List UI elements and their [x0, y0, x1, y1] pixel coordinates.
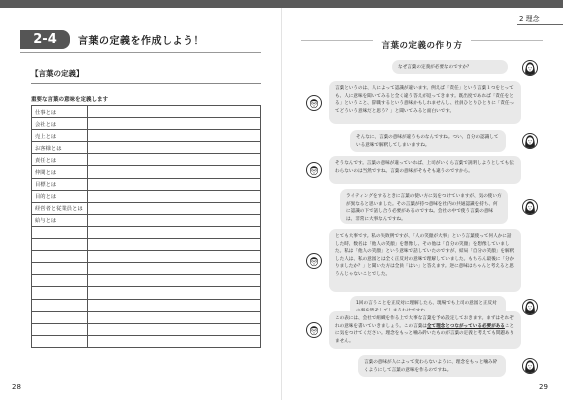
section-rule [20, 52, 261, 53]
table-row [32, 166, 261, 178]
term-cell: 売上とは [32, 130, 88, 142]
definition-cell [88, 299, 261, 311]
definition-cell [88, 239, 261, 251]
table-row [32, 263, 261, 275]
table-row [32, 214, 261, 226]
definition-box-rule [31, 83, 261, 84]
term-cell [32, 287, 88, 299]
table-row [32, 323, 261, 335]
definition-table [31, 105, 261, 348]
dialogue-title: 言葉の定義の作り方 [373, 39, 470, 51]
table-row [32, 142, 261, 154]
title-wrap [301, 33, 543, 52]
table-caption: 重要な言葉の意味を定義します [31, 97, 109, 103]
term-cell [32, 263, 88, 275]
man-avatar-icon [306, 95, 322, 111]
definition-cell [88, 106, 261, 118]
woman-avatar-icon [522, 60, 538, 76]
answer-bubble: とても大事です。私の失敗例ですが、「人の笑顔が大事」という言葉使って何人かに話した時、数名は「他人の笑顔」を想像し、その他は「自分の笑顔」を想像していました。私は「他人の笑顔」という意味で話していたのですが、結局「自分の笑顔」を解釈した人は、私の意図とは全く正反対の意味で理解していました。もちろん最後に「分かりましたか？」と聞いた方は全員「はい」と答えます。逆に意味はちゃんと考えると思うんじゃないことでした。 [329, 229, 521, 292]
table-row [32, 106, 261, 118]
term-cell: 給与とは [32, 214, 88, 226]
table-row [32, 335, 261, 347]
definition-cell [88, 263, 261, 275]
chapter-label: 2 理念 [519, 15, 540, 23]
woman-avatar-icon [522, 299, 538, 315]
definition-cell [88, 226, 261, 238]
table-row [32, 275, 261, 287]
term-cell: 経営者と従業員とは [32, 202, 88, 214]
bubble-emphasis: 全て理念とつながっている必要がある [426, 323, 505, 329]
table-row [32, 299, 261, 311]
term-cell [32, 323, 88, 335]
question-bubble: 1回の言うことを正反対に理解したら、現場でも上司の意図と正反対 [350, 296, 506, 317]
bubble-text: ことに気をつけてください。理念をもっと噛み砕いたものが言葉の定義と考えても問題ありません。 [335, 323, 515, 344]
term-cell [32, 311, 88, 323]
page-gutter [281, 8, 282, 400]
definition-box-label: 【言葉の定義】 [31, 69, 84, 78]
term-cell: 仕事とは [32, 106, 88, 118]
term-cell [32, 335, 88, 347]
man-avatar-icon [306, 322, 322, 338]
table-row [32, 202, 261, 214]
question-bubble: なぜ言葉の定義が必要なのですか？ [392, 60, 508, 74]
definition-cell [88, 251, 261, 263]
table-row [32, 287, 261, 299]
definition-cell [88, 335, 261, 347]
definition-cell [88, 202, 261, 214]
term-cell: お客様とは [32, 142, 88, 154]
man-avatar-icon [306, 253, 322, 269]
definition-cell [88, 287, 261, 299]
answer-bubble: 言葉というのは、人によって認識が違います。例えば「責任」という言葉１つをとっても、人に意味を聞いてみると全く違う答えが返ってきます。既出度であれば「責任をとる」ということ、辞職するという意味かもしれませんし、社員ひとりひとりに「責任ってどういう意味だと思う？」と聞いてみると面白いです。 [329, 81, 521, 124]
term-cell: 仲間とは [32, 166, 88, 178]
man-avatar-icon [306, 162, 322, 178]
page-number-left: 28 [12, 383, 21, 391]
definition-cell [88, 190, 261, 202]
table-row [32, 130, 261, 142]
section-title: 言葉の定義を作成しよう！ [78, 36, 204, 47]
term-cell [32, 239, 88, 251]
definition-cell [88, 118, 261, 130]
term-cell [32, 251, 88, 263]
definition-cell [88, 130, 261, 142]
definition-cell [88, 142, 261, 154]
term-cell: 目標とは [32, 178, 88, 190]
definition-cell [88, 178, 261, 190]
term-cell: 会社とは [32, 118, 88, 130]
table-row [32, 226, 261, 238]
woman-avatar-icon [522, 358, 538, 374]
definition-cell [88, 275, 261, 287]
table-row [32, 178, 261, 190]
question-bubble: 言葉の意味が人によって変わらないように、理念をもっと噛み砕くようにして言葉の意味を作るのですね。 [358, 355, 506, 377]
bubble-text: この表には、会社で組織を作る上で大事な言葉を予め設定しておきます。まずはそれぞれの意味を書いていきましょう。この言葉は [335, 316, 514, 329]
question-bubble: そんなに、言葉の意味が違うものなんですね。つい、自分の認識している意味で解釈してしまいますね。 [350, 130, 506, 152]
top-band [0, 0, 563, 8]
table-row [32, 154, 261, 166]
woman-avatar-icon [522, 133, 538, 149]
term-cell [32, 226, 88, 238]
definition-cell [88, 323, 261, 335]
section-number-tab: 2-4 [20, 30, 70, 49]
term-cell [32, 299, 88, 311]
table-row [32, 190, 261, 202]
answer-bubble [329, 311, 521, 349]
definition-cell [88, 311, 261, 323]
question-bubble: ライティングをするときに言葉の使い方に気をつけていますが、気の使い方が異なると思いました。その言葉が持つ意味を社内の共通認識を持ち、何に認識の下で話し合う必要があるのですね。会社の中で使う言葉の意味は、非常に大事なんですね。 [340, 189, 508, 224]
page-number-right: 29 [539, 383, 548, 391]
term-cell: 目的とは [32, 190, 88, 202]
definition-cell [88, 214, 261, 226]
table-row [32, 118, 261, 130]
chapter-rule [517, 24, 563, 25]
term-cell [32, 275, 88, 287]
table-row [32, 239, 261, 251]
definition-cell [88, 166, 261, 178]
definition-cell [88, 154, 261, 166]
woman-avatar-icon [522, 199, 538, 215]
table-row [32, 311, 261, 323]
term-cell: 責任とは [32, 154, 88, 166]
answer-bubble: そうなんです。言葉の意味が違っていれば、上司がいくら言葉で説明しようとしても伝わらないのは当然ですね。言葉の意味がそもそも違うのですから。 [329, 156, 521, 184]
table-row [32, 251, 261, 263]
